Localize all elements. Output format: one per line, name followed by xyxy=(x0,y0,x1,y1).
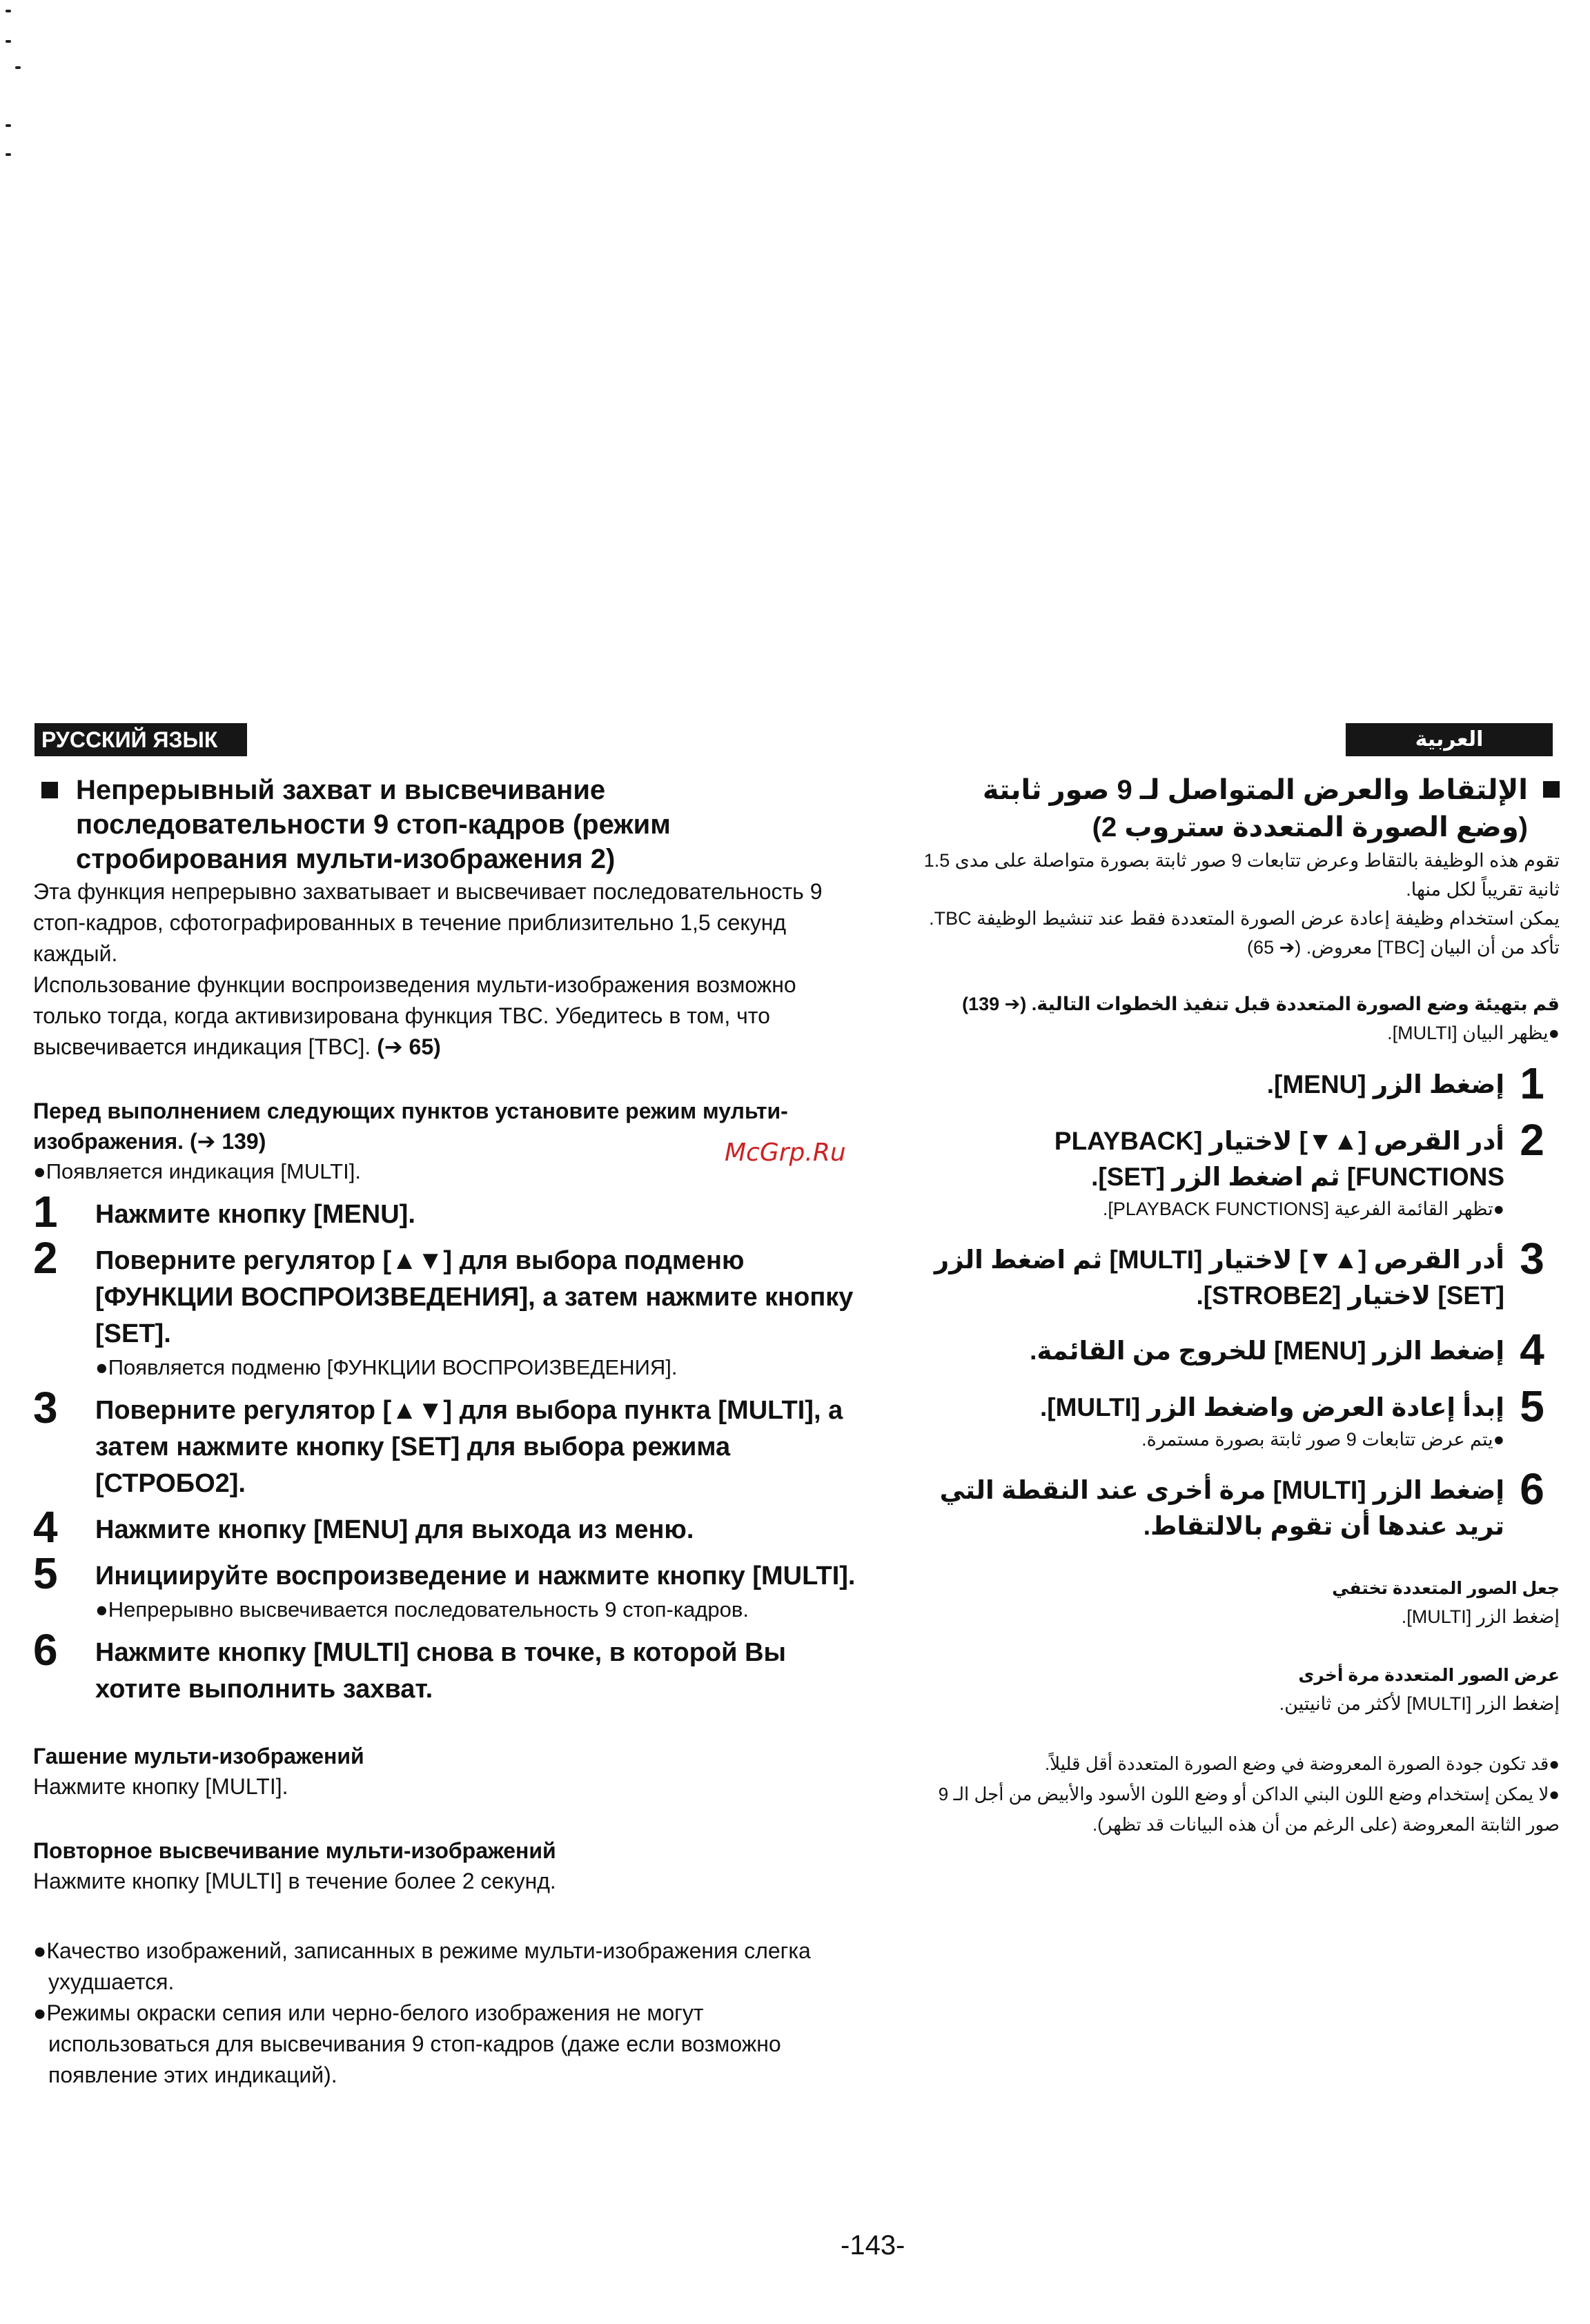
ru-before-sub: ●Появляется индикация [MULTI]. xyxy=(33,1159,361,1183)
ru-step-6 xyxy=(33,1625,861,1708)
square-bullet-icon xyxy=(1543,781,1560,798)
ar-step-1 xyxy=(911,1058,1560,1108)
step-text: Нажмите кнопку [MULTI] снова в точке, в которой Вы хотите выполнить захват. xyxy=(95,1638,786,1704)
ru-before-note: Перед выполнением следующих пунктов установите режим мульти-изображения. (➔ 139) xyxy=(33,1099,788,1154)
ru-section-text: Нажмите кнопку [MULTI]. xyxy=(33,1774,288,1799)
ar-heading xyxy=(911,771,1560,846)
scan-mark xyxy=(6,153,11,156)
watermark: McGrp.Ru xyxy=(725,1139,846,1167)
ru-note: ●Качество изображений, записанных в режиме мульти-изображения слегка ухудшается. xyxy=(33,1938,811,1994)
ru-intro-2 xyxy=(33,969,861,1063)
step-text: Поверните регулятор [▲▼] для выбора подменю [ФУНКЦИИ ВОСПРОИЗВЕДЕНИЯ], а затем нажмите кнопку [SET]. xyxy=(95,1246,854,1348)
ar-step-4 xyxy=(911,1325,1560,1375)
ru-step-2 xyxy=(33,1233,861,1383)
step-text: إضغط الزر [MENU] للخروج من القائمة. xyxy=(1030,1337,1504,1365)
arabic-column xyxy=(911,771,1560,1840)
ru-intro-2-text: Использование функции воспроизведения мульти-изображения возможно только тогда, когда активизирована функция TBC. Убедитесь в том, что высвечивается индикация [TBC]. xyxy=(33,972,796,1059)
scan-mark xyxy=(6,124,11,127)
step-sub: ●يتم عرض تتابعات 9 صور ثابتة بصورة مستمرة. xyxy=(1141,1429,1504,1450)
scan-mark xyxy=(15,66,21,69)
step-number: 2 xyxy=(33,1233,58,1283)
ar-notes xyxy=(911,1749,1560,1840)
ru-note: ●Режимы окраски сепия или черно-белого изображения не могут использоваться для высвечивания 9 стоп-кадров (даже если возможно появление этих индикаций). xyxy=(33,2000,781,2087)
ru-notes xyxy=(33,1936,861,2091)
ru-step-5 xyxy=(33,1548,861,1625)
ar-before-note: قم بتهيئة وضع الصورة المتعددة قبل تنفيذ الخطوات التالية. (➔ 139) xyxy=(962,994,1560,1014)
step-text: Инициируйте воспроизведение и нажмите кнопку [MULTI]. xyxy=(95,1562,856,1591)
language-tab-russian: РУССКИЙ ЯЗЫК xyxy=(35,723,247,756)
ru-section-title: Гашение мульти-изображений xyxy=(33,1744,364,1769)
ar-step-2 xyxy=(911,1115,1560,1223)
step-number: 6 xyxy=(33,1625,58,1675)
ar-section-title: جعل الصور المتعددة تختفي xyxy=(1332,1579,1560,1598)
scan-mark xyxy=(6,40,11,43)
ru-step-1 xyxy=(33,1187,861,1237)
ar-step-5 xyxy=(911,1381,1560,1453)
step-number: 4 xyxy=(33,1502,58,1552)
step-number: 3 xyxy=(1520,1234,1544,1283)
page-number: -143- xyxy=(841,2230,905,2261)
ar-section xyxy=(911,1575,1560,1631)
ru-section-text: Нажмите кнопку [MULTI] в течение более 2 секунд. xyxy=(33,1869,556,1893)
step-number: 5 xyxy=(1520,1381,1544,1431)
step-number: 5 xyxy=(33,1548,58,1598)
ru-heading xyxy=(33,773,861,876)
step-number: 6 xyxy=(1520,1464,1544,1514)
ar-section xyxy=(911,1662,1560,1718)
ar-note: ●قد تكون جودة الصورة المعروضة في وضع الصورة المتعددة أقل قليلاً. xyxy=(1044,1753,1560,1774)
ar-note: ●لا يمكن إستخدام وضع اللون البني الداكن أو وضع اللون الأسود والأبيض من أجل الـ 9 صور الثابتة المعروضة (على الرغم من أن هذه البيانات قد تظهر). xyxy=(938,1784,1560,1835)
ar-step-6 xyxy=(911,1464,1560,1544)
step-number: 4 xyxy=(1520,1325,1544,1375)
step-number: 1 xyxy=(33,1187,58,1237)
russian-column xyxy=(33,773,861,2091)
step-text: إضغط الزر [MENU]. xyxy=(1266,1070,1504,1099)
square-bullet-icon xyxy=(41,782,58,798)
step-number: 2 xyxy=(1520,1115,1544,1165)
step-sub: ●Появляется подменю [ФУНКЦИИ ВОСПРОИЗВЕДЕНИЯ]. xyxy=(95,1355,678,1379)
step-text: إضغط الزر [MULTI] مرة أخرى عند النقطة التي تريد عندها أن تقوم بالالتقاط. xyxy=(939,1476,1504,1540)
step-sub: ●Непрерывно высвечивается последовательность 9 стоп-кадров. xyxy=(95,1597,749,1622)
ru-step-3 xyxy=(33,1383,861,1502)
ar-intro-1: تقوم هذه الوظيفة بالتقاط وعرض تتابعات 9 صور ثابتة بصورة متواصلة على مدى 1.5 ثانية تقريباً لكل منها. xyxy=(923,850,1560,900)
ar-before-sub: ●يظهر البيان [MULTI]. xyxy=(1387,1023,1560,1043)
ru-section-title: Повторное высвечивание мульти-изображений xyxy=(33,1838,556,1863)
ru-intro-2-ref: (➔ 65) xyxy=(377,1034,441,1059)
step-sub: ●تظهر القائمة الفرعية [PLAYBACK FUNCTIONS]. xyxy=(1102,1199,1504,1219)
ar-section-title: عرض الصور المتعددة مرة أخرى xyxy=(1298,1666,1560,1685)
language-tab-arabic: العربية xyxy=(1346,723,1553,756)
step-text: Нажмите кнопку [MENU] для выхода из меню. xyxy=(95,1515,694,1544)
ar-section-text: إضغط الزر [MULTI]. xyxy=(1401,1606,1560,1627)
step-text: أدر القرص [▲▼] لاختيار [MULTI] ثم اضغط الزر [SET] لاختيار [STROBE2]. xyxy=(934,1245,1504,1310)
scan-mark xyxy=(6,10,11,12)
step-text: Поверните регулятор [▲▼] для выбора пункта [MULTI], а затем нажмите кнопку [SET] для выбора режима [СТРОБО2]. xyxy=(95,1396,843,1498)
step-text: Нажмите кнопку [MENU]. xyxy=(95,1200,415,1229)
step-number: 1 xyxy=(1520,1058,1544,1108)
ar-intro-2: يمكن استخدام وظيفة إعادة عرض الصورة المتعددة فقط عند تنشيط الوظيفة TBC. تأكد من أن البيان [TBC] معروض. (➔ 65) xyxy=(929,908,1560,958)
ru-intro-1: Эта функция непрерывно захватывает и высвечивает последовательность 9 стоп-кадров, сфотографированных в течение приблизительно 1,5 секунд каждый. xyxy=(33,879,823,966)
step-text: إبدأ إعادة العرض واضغط الزر [MULTI]. xyxy=(1039,1393,1504,1421)
step-number: 3 xyxy=(33,1383,58,1432)
ru-heading-text: Непрерывный захват и высвечивание последовательности 9 стоп-кадров (режим стробирования мульти-изображения 2) xyxy=(76,775,671,874)
step-text: أدر القرص [▲▼] لاختيار [PLAYBACK FUNCTIONS] ثم اضغط الزر [SET]. xyxy=(1054,1127,1504,1191)
ar-section-text: إضغط الزر [MULTI] لأكثر من ثانيتين. xyxy=(1279,1693,1560,1714)
ar-step-3 xyxy=(911,1234,1560,1314)
ar-heading-text: الإلتقاط والعرض المتواصل لـ 9 صور ثابتة (وضع الصورة المتعددة ستروب 2) xyxy=(982,775,1528,843)
ru-step-4 xyxy=(33,1502,861,1552)
